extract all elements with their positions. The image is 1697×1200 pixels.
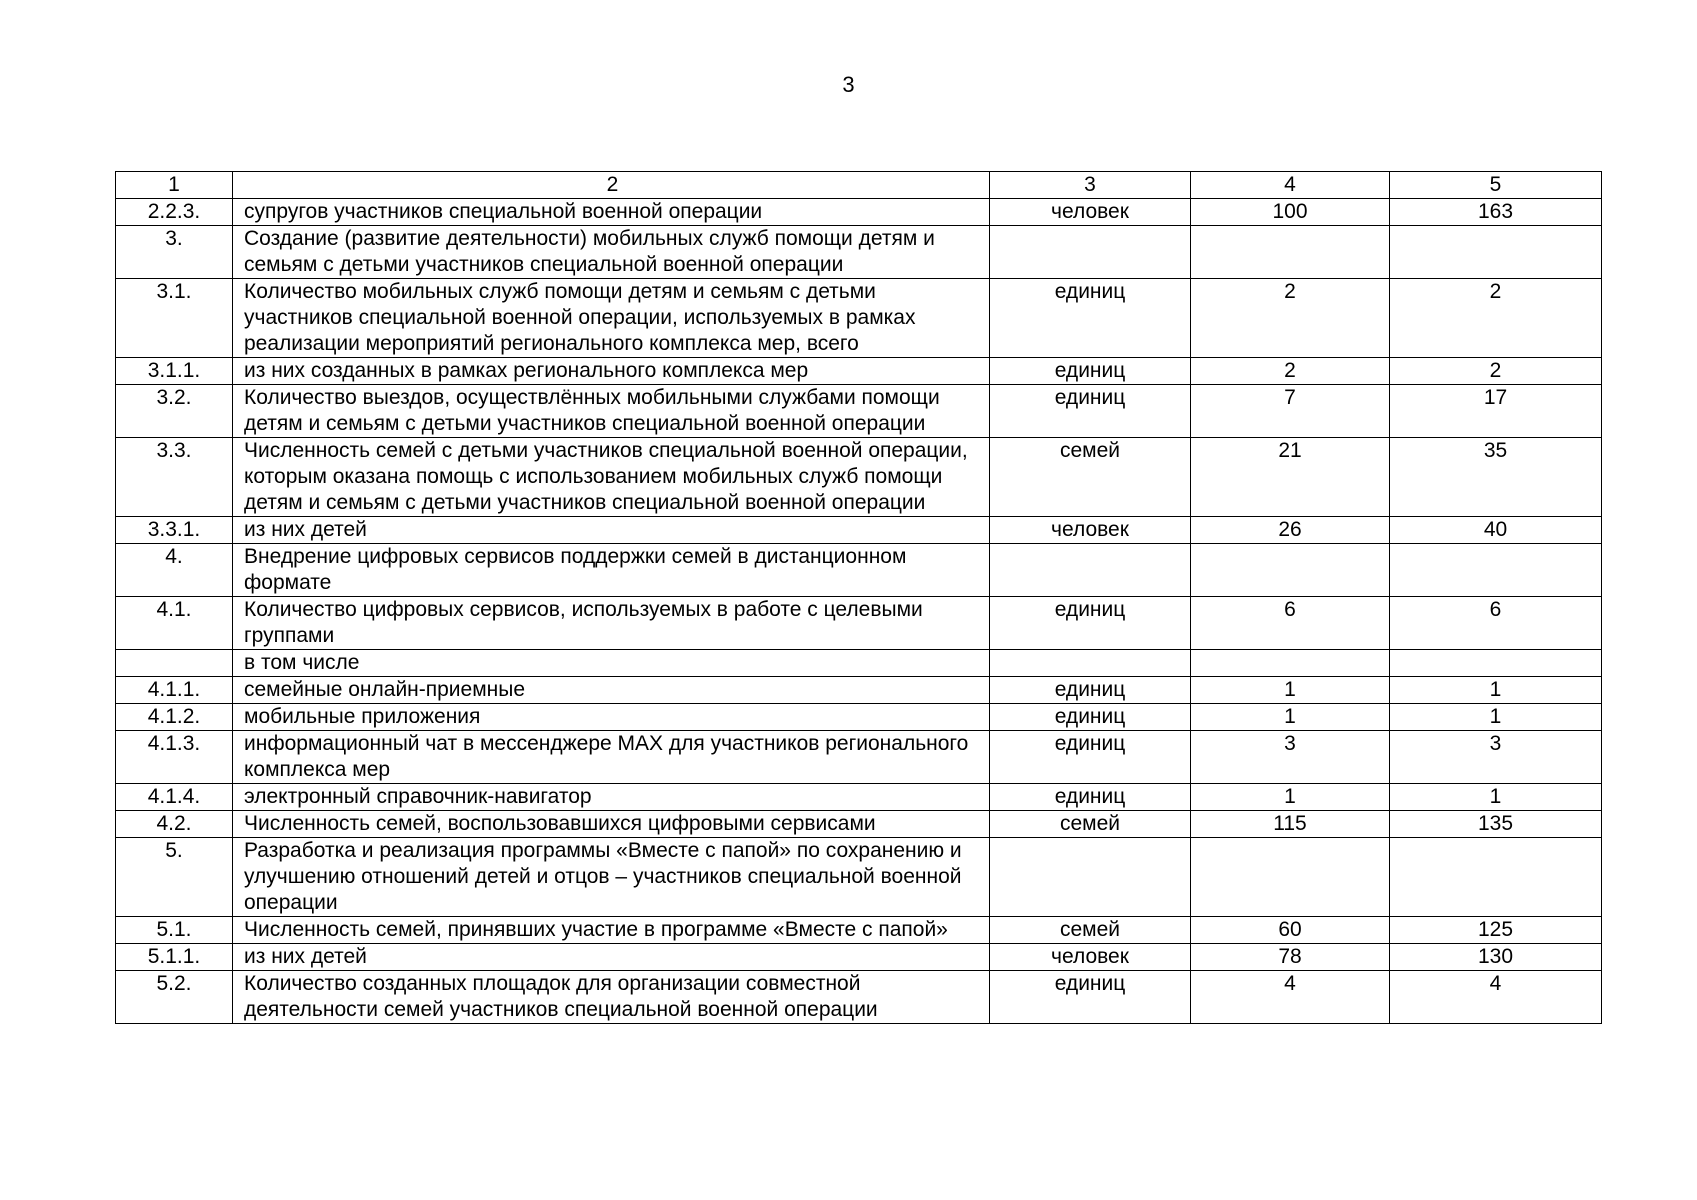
indicator-name-cell: из них детей (233, 944, 990, 971)
value-col4-cell: 2 (1191, 279, 1390, 358)
row-number-cell: 3.1. (116, 279, 233, 358)
indicator-name-cell: Разработка и реализация программы «Вместе с папой» по сохранению и улучшению отношений детей и отцов – участников специальной военной операции (233, 838, 990, 917)
indicator-name-cell: Численность семей с детьми участников специальной военной операции, которым оказана помощь с использованием мобильных служб помощи детям и семьям с детьми участников специальной военной операции (233, 438, 990, 517)
table-header-row (116, 172, 1602, 199)
indicator-name-cell: Количество созданных площадок для организации совместной деятельности семей участников специальной военной операции (233, 971, 990, 1024)
row-number-cell: 4.1. (116, 597, 233, 650)
row-number-cell: 3.3. (116, 438, 233, 517)
unit-cell (990, 838, 1191, 917)
value-col4-cell: 78 (1191, 944, 1390, 971)
indicator-name-cell: информационный чат в мессенджере MAX для участников регионального комплекса мер (233, 731, 990, 784)
row-number-cell: 4.1.4. (116, 784, 233, 811)
unit-cell: единиц (990, 279, 1191, 358)
row-number-cell: 5.2. (116, 971, 233, 1024)
table-row (116, 199, 1602, 226)
header-cell-1: 1 (116, 172, 233, 199)
unit-cell: семей (990, 438, 1191, 517)
unit-cell: единиц (990, 597, 1191, 650)
header-cell-4: 4 (1191, 172, 1390, 199)
unit-cell: человек (990, 199, 1191, 226)
unit-cell: единиц (990, 385, 1191, 438)
indicator-name-cell: Создание (развитие деятельности) мобильных служб помощи детям и семьям с детьми участников специальной военной операции (233, 226, 990, 279)
value-col5-cell (1390, 226, 1602, 279)
unit-cell (990, 226, 1191, 279)
indicator-name-cell: электронный справочник-навигатор (233, 784, 990, 811)
header-cell-3: 3 (990, 172, 1191, 199)
unit-cell: единиц (990, 677, 1191, 704)
table-row (116, 438, 1602, 517)
value-col4-cell: 26 (1191, 517, 1390, 544)
header-cell-5: 5 (1390, 172, 1602, 199)
value-col4-cell: 2 (1191, 358, 1390, 385)
value-col5-cell: 35 (1390, 438, 1602, 517)
value-col5-cell: 1 (1390, 784, 1602, 811)
table-row (116, 226, 1602, 279)
indicator-name-cell: мобильные приложения (233, 704, 990, 731)
table-row (116, 704, 1602, 731)
unit-cell: единиц (990, 358, 1191, 385)
value-col4-cell: 3 (1191, 731, 1390, 784)
row-number-cell: 4.1.3. (116, 731, 233, 784)
indicators-table (115, 171, 1602, 1024)
row-number-cell: 4.1.1. (116, 677, 233, 704)
table-row (116, 944, 1602, 971)
value-col5-cell: 135 (1390, 811, 1602, 838)
table-row (116, 358, 1602, 385)
value-col4-cell: 60 (1191, 917, 1390, 944)
value-col5-cell (1390, 838, 1602, 917)
value-col4-cell (1191, 544, 1390, 597)
table-body (116, 172, 1602, 1024)
value-col5-cell: 2 (1390, 279, 1602, 358)
unit-cell (990, 544, 1191, 597)
row-number-cell: 3.1.1. (116, 358, 233, 385)
indicator-name-cell: Количество цифровых сервисов, используемых в работе с целевыми группами (233, 597, 990, 650)
row-number-cell (116, 650, 233, 677)
indicator-name-cell: в том числе (233, 650, 990, 677)
table-row (116, 517, 1602, 544)
unit-cell: человек (990, 944, 1191, 971)
table-row (116, 917, 1602, 944)
table-row (116, 597, 1602, 650)
value-col4-cell (1191, 838, 1390, 917)
value-col5-cell: 125 (1390, 917, 1602, 944)
indicator-name-cell: Численность семей, воспользовавшихся цифровыми сервисами (233, 811, 990, 838)
table-row (116, 731, 1602, 784)
row-number-cell: 2.2.3. (116, 199, 233, 226)
value-col4-cell: 21 (1191, 438, 1390, 517)
unit-cell: единиц (990, 731, 1191, 784)
unit-cell: единиц (990, 704, 1191, 731)
value-col4-cell: 1 (1191, 704, 1390, 731)
row-number-cell: 3.2. (116, 385, 233, 438)
unit-cell: семей (990, 917, 1191, 944)
row-number-cell: 5.1.1. (116, 944, 233, 971)
row-number-cell: 3. (116, 226, 233, 279)
indicator-name-cell: Количество выездов, осуществлённых мобильными службами помощи детям и семьям с детьми участников специальной военной операции (233, 385, 990, 438)
value-col5-cell (1390, 544, 1602, 597)
indicator-name-cell: супругов участников специальной военной операции (233, 199, 990, 226)
value-col5-cell: 2 (1390, 358, 1602, 385)
table-row (116, 784, 1602, 811)
unit-cell: единиц (990, 784, 1191, 811)
header-cell-2: 2 (233, 172, 990, 199)
value-col5-cell: 130 (1390, 944, 1602, 971)
value-col5-cell (1390, 650, 1602, 677)
value-col5-cell: 17 (1390, 385, 1602, 438)
value-col4-cell (1191, 226, 1390, 279)
row-number-cell: 5.1. (116, 917, 233, 944)
value-col4-cell: 1 (1191, 677, 1390, 704)
value-col4-cell: 115 (1191, 811, 1390, 838)
indicator-name-cell: семейные онлайн-приемные (233, 677, 990, 704)
value-col5-cell: 163 (1390, 199, 1602, 226)
value-col4-cell: 100 (1191, 199, 1390, 226)
table-row (116, 971, 1602, 1024)
indicator-name-cell: из них детей (233, 517, 990, 544)
value-col5-cell: 4 (1390, 971, 1602, 1024)
value-col4-cell: 6 (1191, 597, 1390, 650)
value-col5-cell: 6 (1390, 597, 1602, 650)
value-col5-cell: 40 (1390, 517, 1602, 544)
table-row (116, 811, 1602, 838)
value-col5-cell: 1 (1390, 704, 1602, 731)
indicator-name-cell: из них созданных в рамках регионального комплекса мер (233, 358, 990, 385)
table-row (116, 650, 1602, 677)
unit-cell: единиц (990, 971, 1191, 1024)
indicator-name-cell: Численность семей, принявших участие в программе «Вместе с папой» (233, 917, 990, 944)
row-number-cell: 4.2. (116, 811, 233, 838)
value-col4-cell (1191, 650, 1390, 677)
value-col5-cell: 3 (1390, 731, 1602, 784)
value-col4-cell: 4 (1191, 971, 1390, 1024)
unit-cell: семей (990, 811, 1191, 838)
indicator-name-cell: Внедрение цифровых сервисов поддержки семей в дистанционном формате (233, 544, 990, 597)
table-row (116, 279, 1602, 358)
indicator-name-cell: Количество мобильных служб помощи детям и семьям с детьми участников специальной военной операции, используемых в рамках реализации мероприятий регионального комплекса мер, всего (233, 279, 990, 358)
table-row (116, 838, 1602, 917)
table-row (116, 677, 1602, 704)
row-number-cell: 5. (116, 838, 233, 917)
unit-cell: человек (990, 517, 1191, 544)
table-row (116, 385, 1602, 438)
row-number-cell: 4.1.2. (116, 704, 233, 731)
row-number-cell: 4. (116, 544, 233, 597)
unit-cell (990, 650, 1191, 677)
table-row (116, 544, 1602, 597)
row-number-cell: 3.3.1. (116, 517, 233, 544)
value-col4-cell: 7 (1191, 385, 1390, 438)
value-col4-cell: 1 (1191, 784, 1390, 811)
value-col5-cell: 1 (1390, 677, 1602, 704)
page-number: 3 (842, 72, 855, 97)
